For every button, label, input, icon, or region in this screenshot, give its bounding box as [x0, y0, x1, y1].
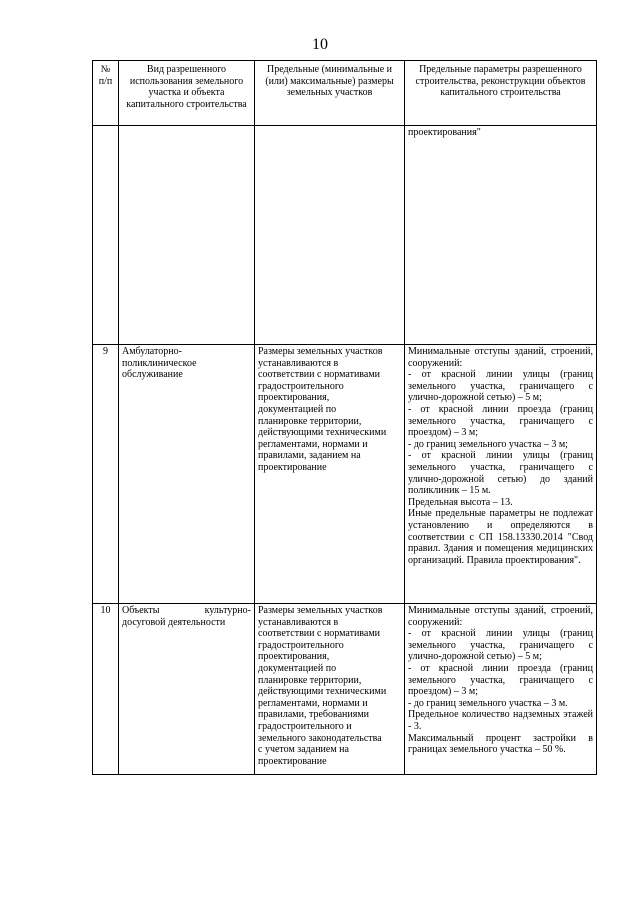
- text-line: соответствии с нормативами: [258, 369, 381, 381]
- construction-params-text: [405, 604, 597, 775]
- text-line: документацией по: [258, 662, 337, 674]
- text-line: проектирование: [258, 755, 327, 767]
- param-line: - до границ земельного участка – 3 м.: [408, 697, 568, 709]
- text-line: проектирование: [258, 461, 327, 473]
- cell-params-continuation: проектирования": [405, 126, 597, 345]
- text-line: регламентами, нормами и: [258, 697, 368, 709]
- land-use-parameters-table: [92, 60, 597, 775]
- text-line: действующими техническими: [258, 427, 387, 439]
- cell-plot-sizes: [255, 126, 405, 345]
- text-line: действующими техническими: [258, 686, 387, 698]
- param-line: - от красной линии проезда (границ земельного участка, граничащего с проездом) – 3 м;: [408, 662, 593, 698]
- text-line: документацией по: [258, 403, 337, 415]
- text-line: Размеры земельных участков: [258, 346, 383, 357]
- param-line: Иные предельные параметры не подлежат установлению и определяются в соответствии с СП 158.13330.2014 "Свод правил. Здания и помещения медицинских организаций. Правила проектирования".: [408, 508, 593, 566]
- text-line: градостроительного: [258, 380, 344, 392]
- use-type: Амбулаторно-поликлиническое обслуживание: [119, 345, 255, 604]
- text-line: с учетом заданием на: [258, 744, 349, 756]
- text-line: проектирования,: [258, 392, 330, 404]
- text-line: Размеры земельных участков: [258, 605, 383, 616]
- text-line: проектирования,: [258, 651, 330, 663]
- param-line: Минимальные отступы зданий, строений, сооружений:: [408, 605, 593, 628]
- use-type: Объекты культурно-досуговой деятельности: [119, 604, 255, 775]
- text-line: правилами, требованиями: [258, 709, 370, 721]
- plot-size-text: [255, 604, 405, 775]
- param-line: Минимальные отступы зданий, строений, сооружений:: [408, 346, 593, 369]
- header-plot-sizes: Предельные (минимальные и (или) максимальные) размеры земельных участков: [255, 61, 405, 126]
- header-construction-parameters: Предельные параметры разрешенного строительства, реконструкции объектов капитального строительства: [405, 61, 597, 126]
- text-line: планировке территории,: [258, 415, 362, 427]
- text-line: градостроительного и: [258, 720, 352, 732]
- text-line: устанавливаются в: [258, 357, 339, 369]
- plot-size-text: [255, 345, 405, 604]
- construction-params-text: [405, 345, 597, 604]
- text-line: градостроительного: [258, 639, 344, 651]
- row-number: 9: [93, 345, 119, 604]
- text-line: планировке территории,: [258, 674, 362, 686]
- table-header-row: [93, 61, 597, 126]
- param-line: - до границ земельного участка – 3 м;: [408, 438, 568, 450]
- param-line: - от красной линии улицы (границ земельного участка, граничащего с улично-дорожной сетью) до зданий поликлиник – 15 м.: [408, 450, 593, 497]
- header-number: № п/п: [93, 61, 119, 126]
- param-line: Максимальный процент застройки в границах земельного участка – 50 %.: [408, 732, 593, 756]
- text-line: соответствии с нормативами: [258, 628, 381, 640]
- text-line: устанавливаются в: [258, 616, 339, 628]
- text-line: земельного законодательства: [258, 732, 382, 744]
- param-line: - от красной линии улицы (границ земельного участка, граничащего с улично-дорожной сетью) – 5 м;: [408, 628, 593, 663]
- cell-use-type: [119, 126, 255, 345]
- param-line: Предельное количество надземных этажей - 3.: [408, 709, 593, 732]
- param-line: - от красной линии улицы (границ земельного участка, граничащего с улично-дорожной сетью) – 5 м;: [408, 369, 593, 404]
- text-line: правилами, заданием на: [258, 450, 361, 462]
- table-row: [93, 604, 597, 775]
- cell-number: [93, 126, 119, 345]
- param-line: - от красной линии проезда (границ земельного участка, граничащего с проездом) – 3 м;: [408, 403, 593, 439]
- row-number: 10: [93, 604, 119, 775]
- header-use-type: Вид разрешенного использования земельного участка и объекта капитального строительства: [119, 61, 255, 126]
- page-number: 10: [312, 36, 328, 53]
- table-row-continuation: [93, 126, 597, 345]
- table-row: [93, 345, 597, 604]
- text-line: регламентами, нормами и: [258, 438, 368, 450]
- param-line: Предельная высота – 13.: [408, 496, 513, 508]
